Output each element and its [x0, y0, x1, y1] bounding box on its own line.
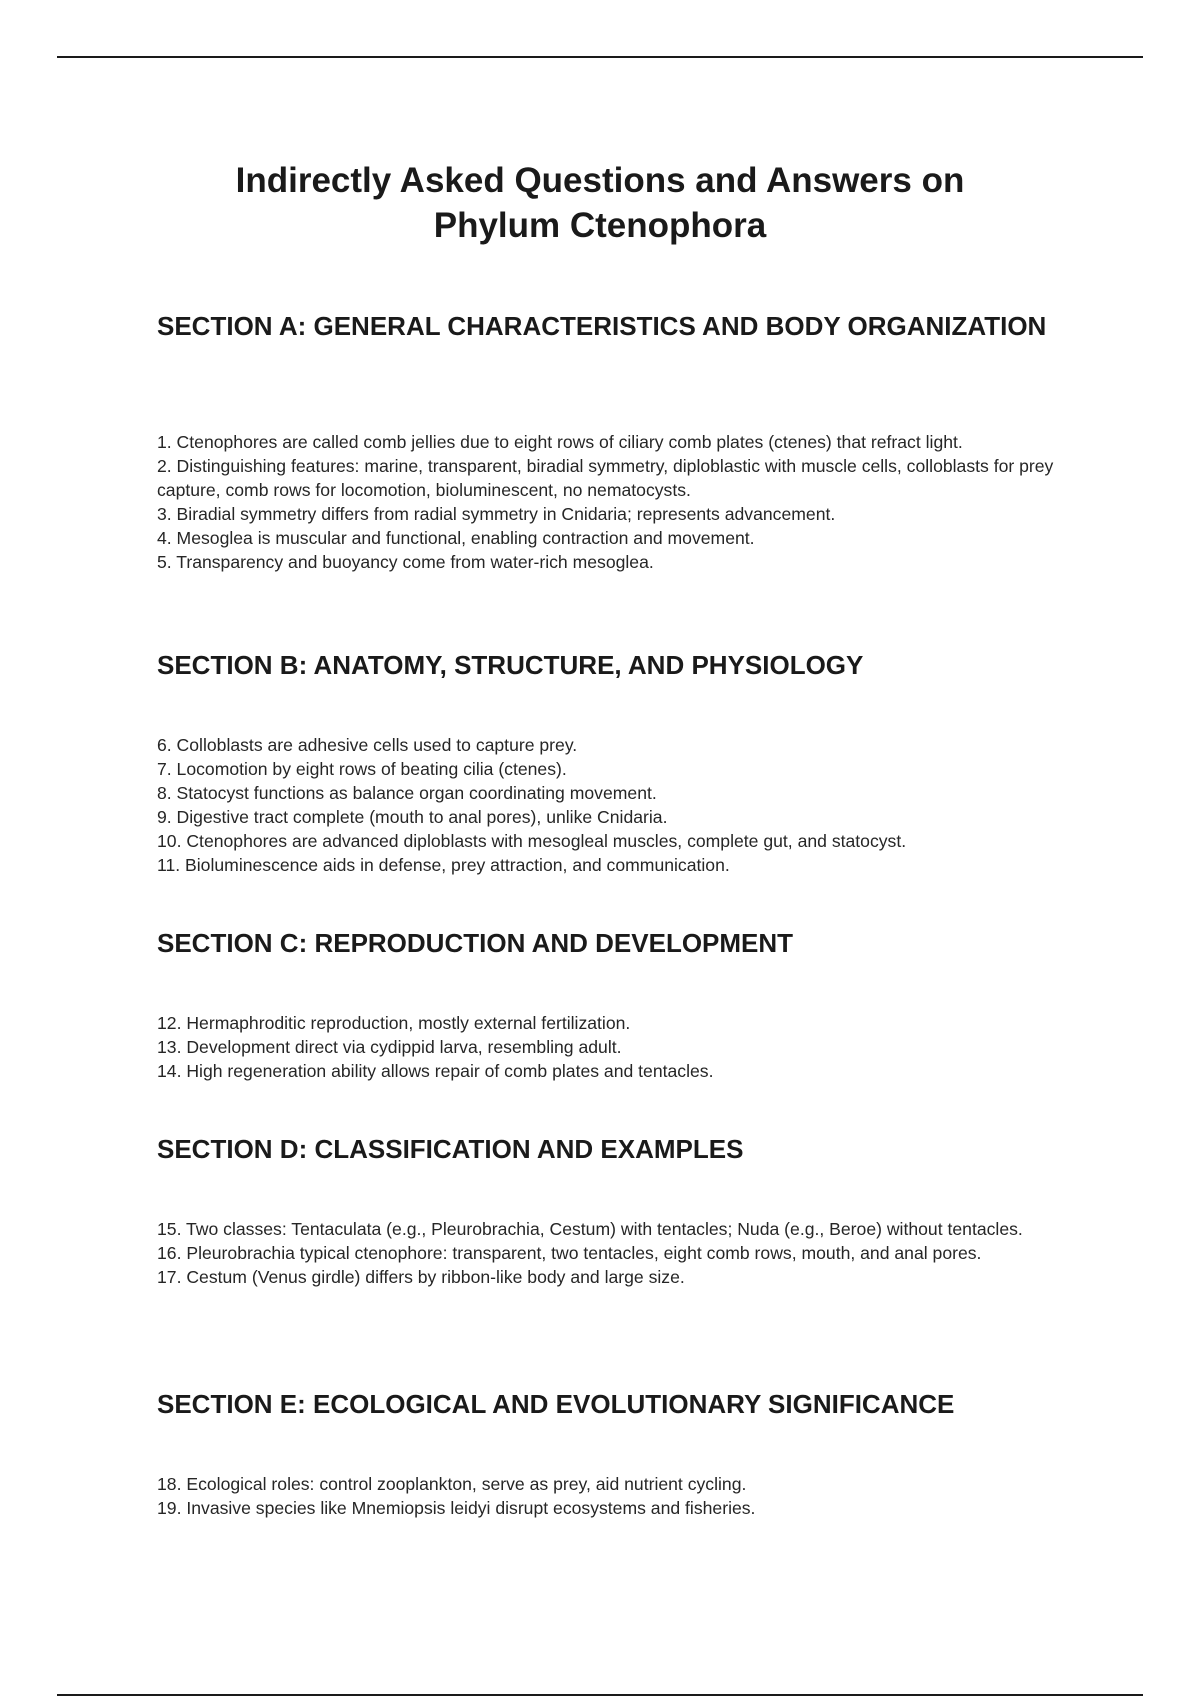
list-item: 19. Invasive species like Mnemiopsis leidyi disrupt ecosystems and fisheries.: [157, 1498, 756, 1518]
section-heading: SECTION A: GENERAL CHARACTERISTICS AND BODY ORGANIZATION: [157, 311, 1047, 341]
list-item: 1. Ctenophores are called comb jellies due to eight rows of ciliary comb plates (ctenes) that refract light.: [157, 432, 963, 452]
list-item: 7. Locomotion by eight rows of beating cilia (ctenes).: [157, 759, 567, 779]
list-item: 17. Cestum (Venus girdle) differs by ribbon-like body and large size.: [157, 1267, 685, 1287]
section-d-items: [157, 1217, 1057, 1289]
section-b-items: [157, 733, 1057, 877]
section-heading: SECTION D: CLASSIFICATION AND EXAMPLES: [157, 1134, 744, 1164]
list-item: 14. High regeneration ability allows repair of comb plates and tentacles.: [157, 1061, 714, 1081]
section-e: [157, 1386, 1057, 1423]
list-item: 9. Digestive tract complete (mouth to anal pores), unlike Cnidaria.: [157, 807, 668, 827]
list-item: 13. Development direct via cydippid larva, resembling adult.: [157, 1037, 622, 1057]
page-title: [140, 158, 1060, 248]
section-e-items: [157, 1472, 1057, 1520]
list-item: 15. Two classes: Tentaculata (e.g., Pleurobrachia, Cestum) with tentacles; Nuda (e.g., Beroe) without tentacles.: [157, 1219, 1023, 1239]
section-b: [157, 647, 1057, 684]
list-item: 4. Mesoglea is muscular and functional, enabling contraction and movement.: [157, 528, 755, 548]
list-item: 8. Statocyst functions as balance organ coordinating movement.: [157, 783, 657, 803]
list-item: 12. Hermaphroditic reproduction, mostly external fertilization.: [157, 1013, 631, 1033]
list-item: 3. Biradial symmetry differs from radial symmetry in Cnidaria; represents advancement.: [157, 504, 836, 524]
list-item: 5. Transparency and buoyancy come from water-rich mesoglea.: [157, 552, 654, 572]
section-heading: SECTION B: ANATOMY, STRUCTURE, AND PHYSIOLOGY: [157, 650, 864, 680]
top-rule: [57, 56, 1143, 58]
bottom-rule: [57, 1694, 1143, 1696]
section-heading: SECTION E: ECOLOGICAL AND EVOLUTIONARY SIGNIFICANCE: [157, 1389, 955, 1419]
section-d: [157, 1131, 1057, 1168]
section-heading: SECTION C: REPRODUCTION AND DEVELOPMENT: [157, 928, 794, 958]
list-item: 10. Ctenophores are advanced diploblasts with mesogleal muscles, complete gut, and statocyst.: [157, 831, 907, 851]
section-c-items: [157, 1011, 1057, 1083]
list-item: 18. Ecological roles: control zooplankton, serve as prey, aid nutrient cycling.: [157, 1474, 747, 1494]
section-a: [157, 308, 1057, 345]
list-item: 2. Distinguishing features: marine, transparent, biradial symmetry, diploblastic with muscle cells, colloblasts for prey capture, comb rows for locomotion, bioluminescent, no nematocysts.: [157, 456, 1054, 500]
section-c: [157, 925, 1057, 962]
section-a-items: [157, 430, 1057, 574]
title-line-1: Indirectly Asked Questions and Answers on: [235, 161, 965, 200]
list-item: 16. Pleurobrachia typical ctenophore: transparent, two tentacles, eight comb rows, mouth, and anal pores.: [157, 1243, 982, 1263]
list-item: 6. Colloblasts are adhesive cells used to capture prey.: [157, 735, 578, 755]
list-item: 11. Bioluminescence aids in defense, prey attraction, and communication.: [157, 855, 730, 875]
title-line-2: Phylum Ctenophora: [433, 206, 767, 245]
